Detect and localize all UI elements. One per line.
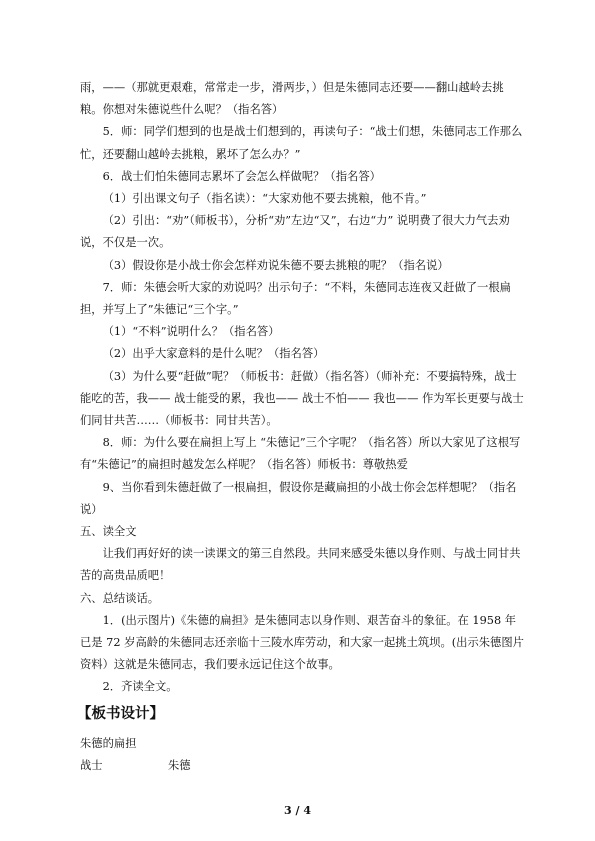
paragraph-item-6: 6．战士们怕朱德同志累坏了会怎么样做呢？（指名答） xyxy=(102,169,381,183)
paragraph-sub-6-2: （2）引出：“劝”（师板书），分析“劝”左边“又”，右边“力” 说明费了很大力气去劝说，不仅是一次。 xyxy=(80,214,510,250)
paragraph-item-9: 9、当你看到朱德赶做了一根扁担，假设你是藏扁担的小战士你会怎样想呢？（指名说） xyxy=(80,480,517,516)
paragraph-sub-7-3: （3）为什么要“赶做”呢？（师板书：赶做）（指名答）（师补充：不要搞特殊，战士能吃的苦，我—— 战士能受的累，我也—— 战士不怕—— 我也—— 作为军长更要与战士们同甘共苦……（师板书：同甘共苦）。 xyxy=(80,369,524,428)
board-col-soldiers: 战士 xyxy=(80,758,103,772)
paragraph-sub-6-1: （1）引出课文句子（指名读）：“大家劝他不要去挑粮，他不肯。” xyxy=(102,192,427,206)
board-row xyxy=(80,755,524,777)
paragraph-item-8: 8．师：为什么要在扁担上写上 “朱德记”三个字呢？（指名答）所以大家见了这根写有“朱德记”的扁担时越发怎么样呢？（指名答）师板书：尊敬热爱 xyxy=(80,436,521,472)
board-col-zhude: 朱德 xyxy=(168,758,191,772)
paragraph-sub-6-3: （3）假设你是小战士你会怎样劝说朱德不要去挑粮的呢？（指名说） xyxy=(102,258,449,272)
page-number: 3 / 4 xyxy=(284,804,311,817)
page-content xyxy=(77,77,524,777)
paragraph-item-7: 7．师：朱德会听大家的劝说吗？出示句子：“不料，朱德同志连夜又赶做了一根扁担，并写上了”朱德记“三个字。” xyxy=(80,280,511,317)
section-heading-5: 五、读全文 xyxy=(80,525,137,539)
section-heading-6: 六、总结谈话。 xyxy=(80,591,160,605)
board-design xyxy=(80,733,524,777)
board-design-heading: 【板书设计】 xyxy=(77,705,164,722)
paragraph-continued: 雨，——（那就更艰难，常常走一步，滑两步，）但是朱德同志还要——翻山越岭去挑粮。你想对朱德说些什么呢？（指名答） xyxy=(80,81,504,117)
paragraph-sub-7-1: （1）“不料”说明什么？（指名答） xyxy=(102,325,280,339)
paragraph-summary-2: 2．齐读全文。 xyxy=(102,680,178,694)
paragraph-item-5: 5．师：同学们想到的也是战士们想到的，再读句子：“战士们想，朱德同志工作那么忙，还要翻山越岭去挑粮，累坏了怎么办？” xyxy=(80,125,523,161)
board-title: 朱德的扁担 xyxy=(80,736,137,750)
paragraph-summary-1: 1．(出示图片)《朱德的扁担》是朱德同志以身作则、艰苦奋斗的象征。在 1958 年已是 72 岁高龄的朱德同志还亲临十三陵水库劳动，和大家一起挑土筑坝。(出示朱德图片资料）这就是朱德同志，我们要永远记住这个故事。 xyxy=(80,613,524,672)
paragraph-sub-7-2: （2）出乎大家意料的是什么呢？（指名答） xyxy=(102,347,325,361)
paragraph-read-all: 让我们再好好的读一读课文的第三自然段。共同来感受朱德以身作则、与战士同甘共苦的高贵品质吧！ xyxy=(80,547,521,583)
